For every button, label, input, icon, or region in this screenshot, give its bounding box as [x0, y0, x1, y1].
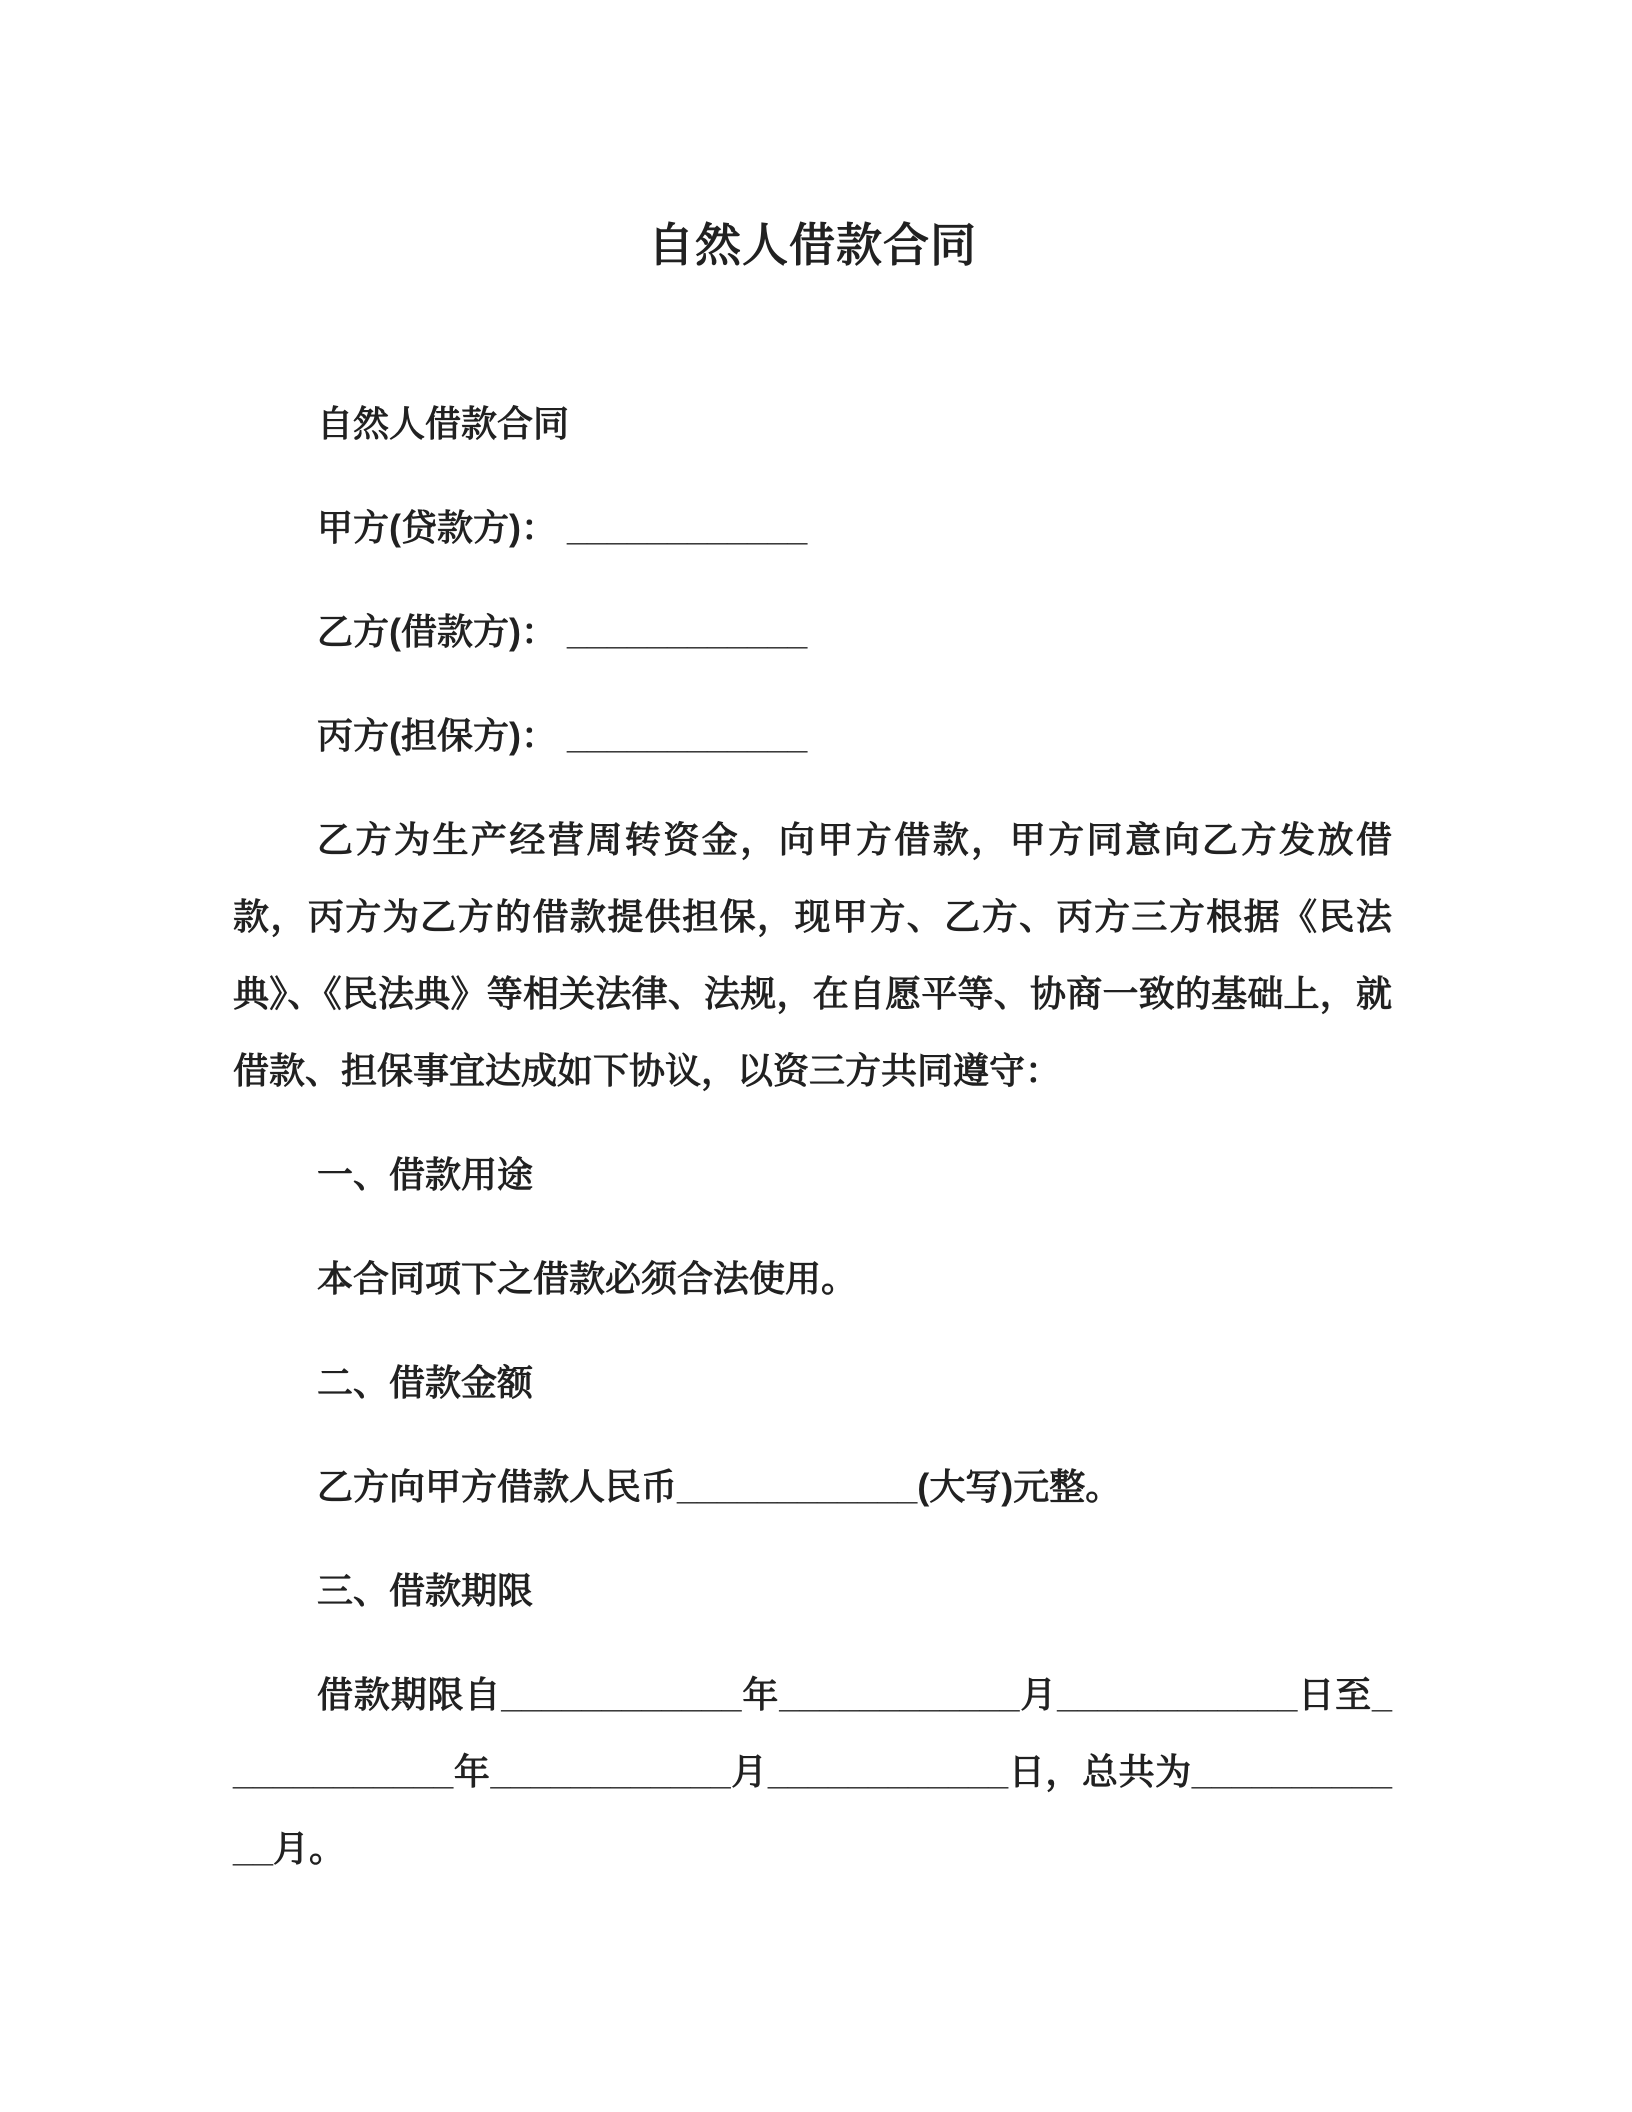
section-3-heading-loan-term: 三、借款期限: [317, 1570, 534, 1611]
section-2-body: 乙方向甲方借款人民币____________(大写)元整。: [317, 1466, 1122, 1507]
document-body: [233, 385, 1392, 1887]
section-2-heading-loan-amount: 二、借款金额: [317, 1362, 534, 1403]
party-b-borrower-line: 乙方(借款方)： ____________: [317, 611, 808, 652]
section-1-heading-loan-purpose: 一、借款用途: [317, 1154, 534, 1195]
paragraph-subtitle: 自然人借款合同: [317, 403, 570, 444]
party-a-lender-line: 甲方(贷款方)： ____________: [317, 507, 808, 548]
party-c-guarantor-line: 丙方(担保方)： ____________: [317, 715, 808, 756]
document-title: 自然人借款合同: [648, 219, 977, 271]
section-1-body: 本合同项下之借款必须合法使用。: [317, 1258, 858, 1299]
preamble-paragraph: 乙方为生产经营周转资金，向甲方借款，甲方同意向乙方发放借款，丙方为乙方的借款提供担保，现甲方、乙方、丙方三方根据《民法典》、《民法典》等相关法律、法规，在自愿平等、协商一致的基础上，就借款、担保事宜达成如下协议，以资三方共同遵守：: [233, 819, 1392, 1091]
section-3-body: 借款期限自____________年____________月____________日至____________年____________月____________日，总共为____________月。: [233, 1674, 1392, 1869]
